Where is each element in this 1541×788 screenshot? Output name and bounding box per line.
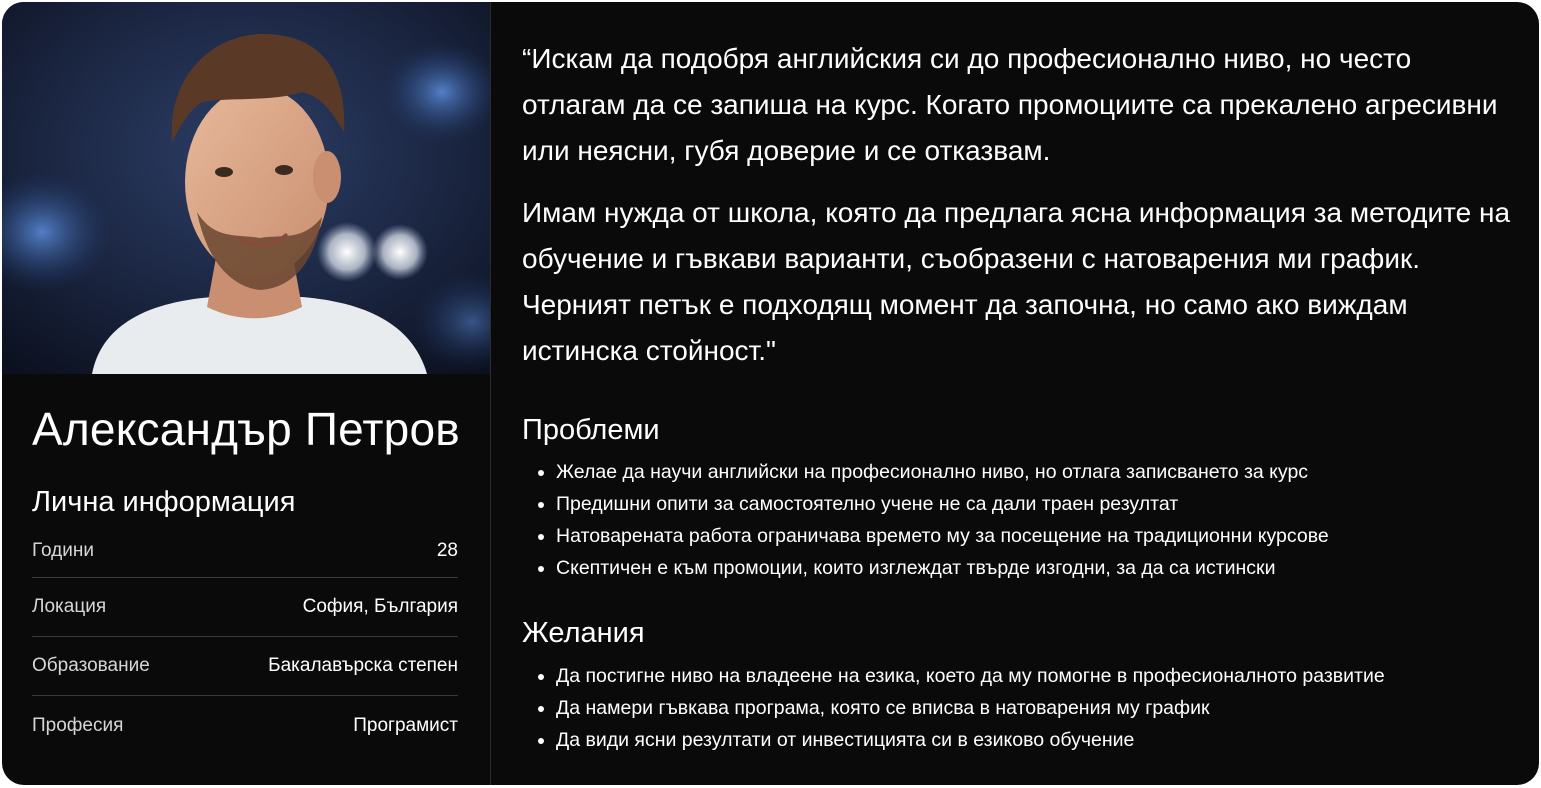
- list-item: • Натоварената работа ограничава времето му за посещение на традиционни курсове: [556, 520, 1516, 552]
- info-label: Образование: [32, 655, 150, 676]
- info-value: Бакалавърска степен: [268, 655, 458, 676]
- list-item: • Скептичен е към промоции, които изглеждат твърде изгодни, за да са истински: [556, 552, 1516, 584]
- list-item: • Предишни опити за самостоятелно учене не са дали траен резултат: [556, 488, 1516, 520]
- info-row-age: [32, 524, 458, 578]
- info-value: 28: [436, 539, 458, 561]
- list-item: • Да види ясни резултати от инвестицията си в езиково обучение: [556, 724, 1516, 756]
- profile-photo: [2, 2, 490, 374]
- list-item: • Желае да научи английски на професионално ниво, но отлага записването за курс: [556, 456, 1516, 488]
- quote-paragraph: Имам нужда от школа, която да предлага ясна информация за методите на обучение и гъвкави варианти, съобразени с натоварения ми график. Черният петък е подходящ момент да започна, но само ако виждам истинска стойност.": [522, 197, 1511, 366]
- info-label: Години: [32, 539, 94, 561]
- list-item: • Да постигне ниво на владеене на езика, което да му помогне в професионалното развитие: [556, 660, 1516, 692]
- info-row-location: [32, 578, 458, 637]
- persona-name: Александър Петров: [32, 403, 460, 455]
- list-item: • Да намери гъвкава програма, която се вписва в натоварения му график: [556, 692, 1516, 724]
- persona-quote: [522, 36, 1512, 390]
- wishes-list: [522, 660, 1516, 756]
- persona-card: [2, 2, 1539, 785]
- personal-info-list: [32, 524, 458, 755]
- problems-title: Проблеми: [522, 414, 660, 446]
- info-row-profession: [32, 696, 458, 755]
- problems-list: [522, 456, 1516, 584]
- quote-paragraph: “Искам да подобря английския си до професионално ниво, но често отлагам да се запиша на курс. Когато промоциите са прекалено агресивни или неясни, губя доверие и се отказвам.: [522, 43, 1498, 166]
- info-value: Програмист: [353, 714, 458, 736]
- info-label: Локация: [32, 596, 107, 617]
- info-value: София, България: [302, 596, 458, 617]
- profile-panel: [2, 2, 491, 785]
- info-label: Професия: [32, 714, 124, 736]
- personal-info-title: Лична информация: [32, 486, 296, 518]
- info-row-education: [32, 637, 458, 696]
- wishes-title: Желания: [522, 617, 645, 649]
